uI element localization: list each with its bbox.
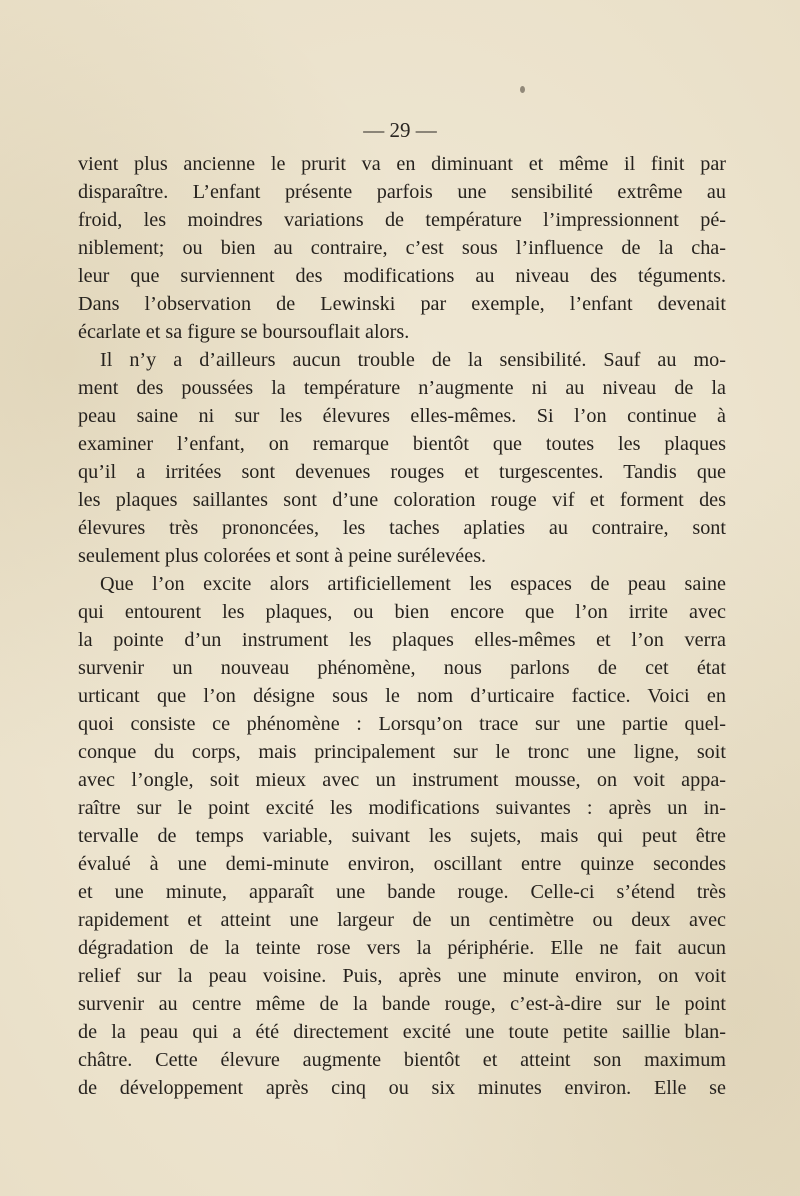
text-line: élevures très prononcées, les taches aplaties au contraire, sont (78, 517, 726, 539)
text-line: seulement plus colorées et sont à peine surélevées. (78, 545, 487, 567)
text-line: Il n’y a d’ailleurs aucun trouble de la sensibilité. Sauf au mo- (100, 349, 726, 371)
text-line: ment des poussées la température n’augmente ni au niveau de la (78, 377, 726, 399)
text-line: relief sur la peau voisine. Puis, après une minute environ, on voit (78, 965, 726, 987)
text-line: de développement après cinq ou six minutes environ. Elle se (78, 1077, 726, 1099)
text-line: examiner l’enfant, on remarque bientôt que toutes les plaques (78, 433, 726, 455)
text-line: raître sur le point excité les modifications suivantes : après un in- (78, 797, 726, 819)
text-line: conque du corps, mais principalement sur le tronc une ligne, soit (78, 741, 726, 763)
text-line: les plaques saillantes sont d’une coloration rouge vif et forment des (78, 489, 726, 511)
text-line: quoi consiste ce phénomène : Lorsqu’on trace sur une partie quel- (78, 713, 726, 735)
text-line: survenir au centre même de la bande rouge, c’est-à-dire sur le point (78, 993, 726, 1015)
text-line: avec l’ongle, soit mieux avec un instrument mousse, on voit appa- (78, 769, 726, 791)
body-text (78, 150, 726, 1102)
ink-spot (520, 86, 525, 93)
text-line: niblement; ou bien au contraire, c’est sous l’influence de la cha- (78, 237, 726, 259)
text-line: et une minute, apparaît une bande rouge. Celle-ci s’étend très (78, 881, 726, 903)
text-line: châtre. Cette élevure augmente bientôt et atteint son maximum (78, 1049, 726, 1071)
text-line: dégradation de la teinte rose vers la périphérie. Elle ne fait aucun (78, 937, 726, 959)
text-line: leur que surviennent des modifications au niveau des téguments. (78, 265, 726, 287)
text-line: tervalle de temps variable, suivant les sujets, mais qui peut être (78, 825, 726, 847)
text-line: vient plus ancienne le prurit va en diminuant et même il finit par (78, 153, 726, 175)
text-line: disparaître. L’enfant présente parfois une sensibilité extrême au (78, 181, 726, 203)
text-line: la pointe d’un instrument les plaques elles-mêmes et l’on verra (78, 629, 726, 651)
text-line: évalué à une demi-minute environ, oscillant entre quinze secondes (78, 853, 726, 875)
text-line: écarlate et sa figure se boursouflait alors. (78, 321, 410, 343)
page-number: — 29 — (363, 118, 437, 142)
text-line: Que l’on excite alors artificiellement les espaces de peau saine (100, 573, 726, 595)
text-line: froid, les moindres variations de température l’impressionnent pé- (78, 209, 726, 231)
text-line: urticant que l’on désigne sous le nom d’urticaire factice. Voici en (78, 685, 726, 707)
text-line: peau saine ni sur les élevures elles-mêmes. Si l’on continue à (78, 405, 726, 427)
text-line: qu’il a irritées sont devenues rouges et turgescentes. Tandis que (78, 461, 726, 483)
text-line: Dans l’observation de Lewinski par exemple, l’enfant devenait (78, 293, 726, 315)
text-line: rapidement et atteint une largeur de un centimètre ou deux avec (78, 909, 726, 931)
text-line: qui entourent les plaques, ou bien encore que l’on irrite avec (78, 601, 726, 623)
text-line: de la peau qui a été directement excité une toute petite saillie blan- (78, 1021, 726, 1043)
text-line: survenir un nouveau phénomène, nous parlons de cet état (78, 657, 726, 679)
